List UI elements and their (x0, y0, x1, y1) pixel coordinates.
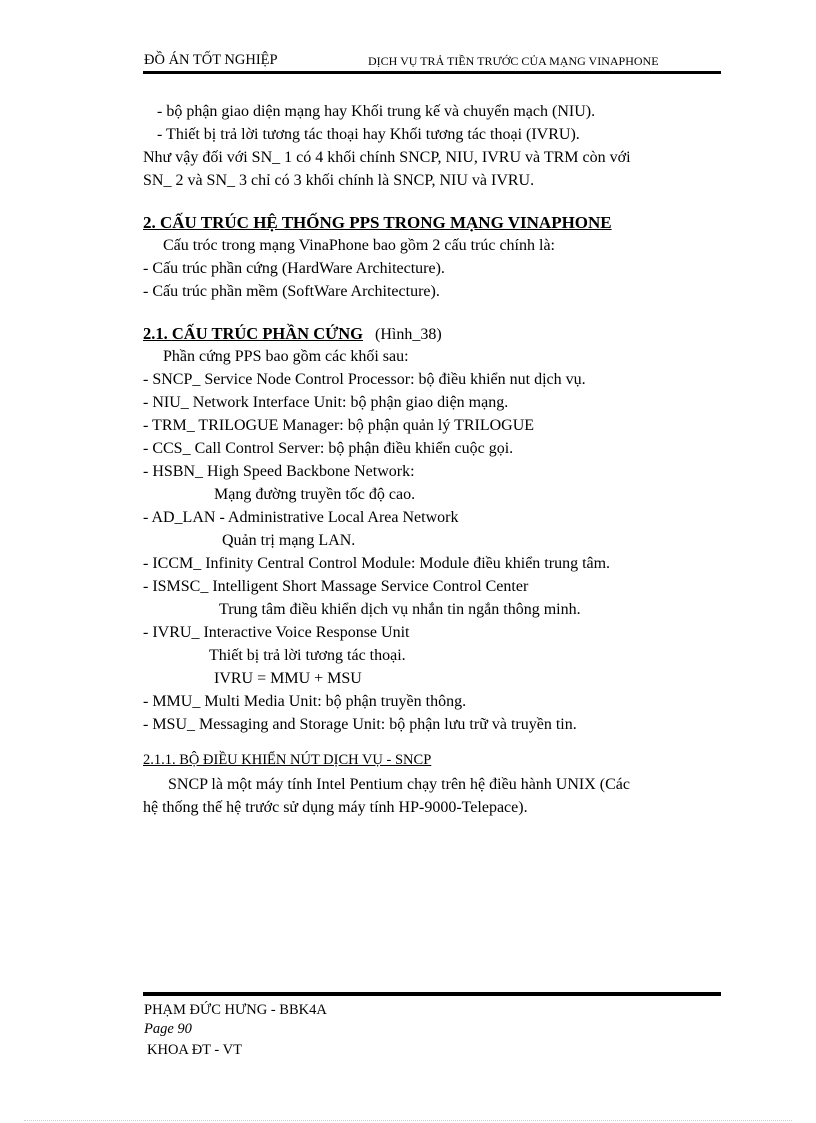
page-bottom-divider (24, 1120, 792, 1121)
header-title-right: DỊCH VỤ TRẢ TIỀN TRƯỚC CỦA MẠNG VINAPHONE (368, 54, 659, 68)
list-item: - ICCM_ Infinity Central Control Module: Module điều khiển trung tâm. (143, 555, 611, 572)
header-title-left: ĐỒ ÁN TỐT NGHIỆP (144, 52, 278, 68)
list-item: - MMU_ Multi Media Unit: bộ phận truyền thông. (143, 693, 467, 710)
list-item: - CCS_ Call Control Server: bộ phận điều khiển cuộc gọi. (143, 440, 514, 457)
footer-author: PHẠM ĐỨC HƯNG - BBK4A (144, 1002, 327, 1018)
section-2-1-heading: 2.1. CẤU TRÚC PHẦN CỨNG (143, 324, 363, 343)
intro-line-2: - Thiết bị trả lời tương tác thoại hay Khối tương tác thoại (IVRU). (157, 126, 580, 143)
list-item: - ISMSC_ Intelligent Short Massage Service Control Center (143, 578, 529, 595)
header-rule (143, 71, 721, 74)
section-2-line-2: - Cấu trúc phần cứng (HardWare Architecture). (143, 260, 445, 277)
intro-line-4: SN_ 2 và SN_ 3 chỉ có 3 khối chính là SNCP, NIU và IVRU. (143, 172, 535, 189)
section-2-1-1-line-2: hệ thống thế hệ trước sử dụng máy tính HP-9000-Telepace). (143, 799, 528, 816)
intro-line-1: - bộ phận giao diện mạng hay Khối trung kế và chuyển mạch (NIU). (157, 103, 596, 120)
section-2-1-1-heading: 2.1.1. BỘ ĐIỀU KHIỂN NÚT DỊCH VỤ - SNCP (143, 752, 432, 768)
footer-page-number: Page 90 (144, 1021, 192, 1037)
list-item-detail: Mạng đường truyền tốc độ cao. (214, 486, 416, 503)
section-2-1-heading-row (143, 324, 442, 347)
list-item: - HSBN_ High Speed Backbone Network: (143, 463, 415, 480)
section-2-heading: 2. CẤU TRÚC HỆ THỐNG PPS TRONG MẠNG VINAPHONE (143, 213, 612, 232)
section-2-1-note: (Hình_38) (375, 326, 442, 343)
list-item: - NIU_ Network Interface Unit: bộ phận giao diện mạng. (143, 394, 509, 411)
list-item-detail: Quản trị mạng LAN. (222, 532, 356, 549)
list-item-detail: Thiết bị trả lời tương tác thoại. (209, 647, 406, 664)
section-2-1-1-line-1: SNCP là một máy tính Intel Pentium chạy trên hệ điều hành UNIX (Các (168, 776, 630, 793)
list-item: - IVRU_ Interactive Voice Response Unit (143, 624, 410, 641)
list-item: - AD_LAN - Administrative Local Area Network (143, 509, 459, 526)
list-item: - MSU_ Messaging and Storage Unit: bộ phận lưu trữ và truyền tin. (143, 716, 577, 733)
list-item: - SNCP_ Service Node Control Processor: bộ điều khiển nut dịch vụ. (143, 371, 586, 388)
section-2-line-3: - Cấu trúc phần mềm (SoftWare Architecture). (143, 283, 440, 300)
section-2-1-intro: Phần cứng PPS bao gồm các khối sau: (163, 348, 409, 365)
formula: IVRU = MMU + MSU (214, 670, 362, 687)
intro-line-3: Như vậy đối với SN_ 1 có 4 khối chính SNCP, NIU, IVRU và TRM còn với (143, 149, 631, 166)
footer-department: KHOA ĐT - VT (147, 1042, 242, 1058)
list-item-detail: Trung tâm điều khiển dịch vụ nhắn tin ngắn thông minh. (219, 601, 581, 618)
section-2-line-1: Cấu tróc trong mạng VinaPhone bao gồm 2 cấu trúc chính là: (163, 237, 555, 254)
footer-rule (143, 992, 721, 996)
list-item: - TRM_ TRILOGUE Manager: bộ phận quản lý TRILOGUE (143, 417, 535, 434)
